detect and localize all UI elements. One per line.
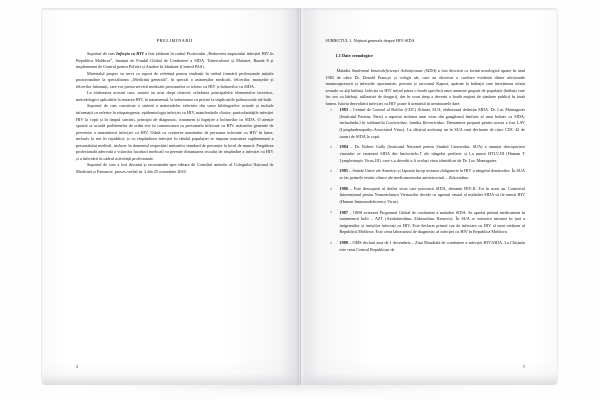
body-paragraph: La elaborarea acestui curs, autorii au avut drept obiectiv reliefarea principalelor elementelor teoretico-metodologice aplicabile la testarea HIV, la tratamentul, la informarea cu privire la implicațiile psihosociale ale bolii.: [76, 90, 274, 102]
chronology-year: 1986: [339, 185, 348, 191]
body-paragraph: Suportul de curs a fost discutat și recomandat spre editare de Consiliul metodic al Colegiului Național de Medicină și Farmacie, proces-verbal nr. 2 din 25 octombrie 2010.: [76, 162, 274, 174]
chronology-year: 1987: [339, 209, 348, 215]
left-page-body: [76, 51, 274, 175]
left-page-top-edge: [42, 8, 300, 11]
chronology-year: 1983: [339, 107, 348, 113]
body-paragraph: Suportul de curs constituie o sinteză a materialelor selectate din surse bibliografice actuale și include informații cu referire la etiopatogenia, epidemiologia infecției cu HIV, manifestările clinice, particularitățile infecției HIV la copii și în timpul sarcinii, principii de diagnostic, tratament și îngrijire a bolnavilor cu SIDA. O atenție sporită se acordă problemelor de ordin etic în comunicarea cu persoanele infectate cu HIV, măsurilor generale de prevenire a transmiterii infecției cu HIV. Odată cu creșterea numărului de persoane infectate cu HIV în lume, inclusiv la noi în republică, și cu răspândirea infecției în rândul populației se impune instruirea suplimentară a personalului medical, inclusiv în domeniul respectării măsurilor standard de precauție la locul de muncă. Pregătirea profesională adecvată a viitorilor lucrători medicali va permite diminuarea riscului de răspândire a infecției cu HIV și a infectării în cadrul activității profesionale.: [76, 103, 274, 161]
right-page: [300, 8, 558, 385]
left-page-content: [76, 38, 274, 351]
right-page-bottom-curl: [300, 359, 558, 385]
left-page-bottom-curl: [42, 359, 300, 385]
chronology-item: ▪ 1983 – Centrul de Control al Bolilor (CDC) Atlanta, SUA, elaborează definiția SIDA. Dr. Luc Montagnier (Institutul Pasteur, Paris) a raportat izolarea unui virus din ganglionul limfatic al unui bolnav cu SIDA, incluzându-l în subfamilia Lentiviridae, familia Retroviridae. Denumirea propusă pentru acesta a fost LAV (Lymphadenopathy-Associated Virus). La sfîrșitul aceluiași an în SUA sunt declarate de către CDC 42 de cazuri de SIDA la copii.: [326, 107, 526, 140]
chronology-list: [326, 107, 526, 253]
page-title: PRELIMINARII: [156, 38, 193, 43]
right-page-top-edge: [300, 8, 558, 11]
open-book: [42, 8, 557, 385]
right-page-content: [326, 38, 526, 351]
body-paragraph: Materialul propus va servi ca suport de referință pentru studenții în cadrul formării profesionale inițiale postsecundare la specialitatea „Medicină generală”, în special a asistenților medicali, felcerilor, moașelor și felcerilor laboranți, care vor presta servicii medicale persoanelor ce trăiesc cu HIV și bolnavilor cu SIDA.: [76, 70, 274, 89]
intro-paragraph: Maladia Sindromul Imunodeficienței Achiziționate (SIDA) a fost descrisă ca formă nosologică aparte în anul 1982 de către Dr. Donald Francys și colegii săi, care au observat o corelare evidentă dintre afecțiunile imunosupresorii și infecțiile oportuniste, precum și sarcomul Kaposi, apărute la bărbații care întrețineau relații sexuale cu alți bărbați. Infecția cu HIV inițial părea o boală specifică unor anumite grupuri de populație (bărbați care fac sex cu bărbați, utilizatori de droguri), dar în scurt timp a devenit o boală majoră de sănătate publică în toată lumea. Istoria dezvoltării infecției cu HIV poate fi urmărită în următoarele date:: [325, 68, 525, 106]
chronology-item: ▪ 1985 – Statele Unite ale Americii și Japonia încep testarea obligatorie la HIV a sângelui donatorilor. În SUA se fac primele testări clinice ale medicamentului antiretroviral – Zidovudina.: [326, 168, 526, 181]
subject-heading: [326, 38, 526, 45]
chronology-year: 1988: [339, 240, 348, 246]
chronology-item: ▪ 1988 – OMS declară ziua de 1 decembrie – Ziua Mondială de combatere a infecției HIV/SIDA. La Chișinău este creat Centrul Republican de: [326, 240, 526, 253]
chronology-year: 1985: [339, 168, 348, 174]
chronology-item: ▪ 1986 – Este descoperit al doilea virus care provoacă SIDA, denumit HIV-II. Tot în acest an, Comitetul Internațional pentru Nomenclatura Virusurilor decide ca agentul cauzal al maladiei SIDA să fie numit HIV (Human Immunodeficiency Virus).: [326, 186, 526, 206]
chronology-year: 1984: [339, 144, 348, 150]
body-paragraph: Suportul de curs Infecția cu HIV a fost elaborat în cadrul Proiectului „Reducerea impactului infecției HIV în Republica Moldova”, finanțat de Fondul Global de Combatere a SIDA, Tuberculozei și Malariei, Runda 8 și implementat de Centrul pentru Politici și Analize în Sănătate (Centrul PAS).: [76, 51, 274, 70]
section-heading: 1.1 Date cronologice: [335, 53, 373, 59]
subject-label: SUBIECTUL 1.: [325, 38, 353, 43]
page-number-left: 4: [76, 365, 78, 369]
chronology-item: ▪ 1987 – OMS avizează Programul Global de combatere a maladiei SIDA. Se aprobă primul medicament în tratamentul bolii – AZT (Azidotimidina, Zidovudina, Retrovir). În SUA se interzice intrarea în țară a imigranților și turiștilor infectați cu HIV. Este declarat primul caz de infectare cu HIV al unui cetățean al Republicii Moldova. Este creat laboratorul de diagnostic al infecției cu HIV în Republica Moldova.: [326, 210, 526, 236]
subject-title: Noțiuni generale despre HIV-SIDA: [352, 38, 415, 43]
left-page: [42, 8, 300, 385]
chronology-item: ▪ 1984 – Dr. Robert Gallo (Institutul Național pentru Studiul Cancerului, SUA) a anunțat descoperirea virusului ce cauzează SIDA din limfocitele-T ale sângelui periferic și l-a numit HTLV-III (Human T Lymphotropic Virus-III), care s-a dovedit a fi același virus identificat de Dr. Luc Montagnier.: [326, 144, 526, 164]
page-number-right: 5: [523, 365, 525, 369]
